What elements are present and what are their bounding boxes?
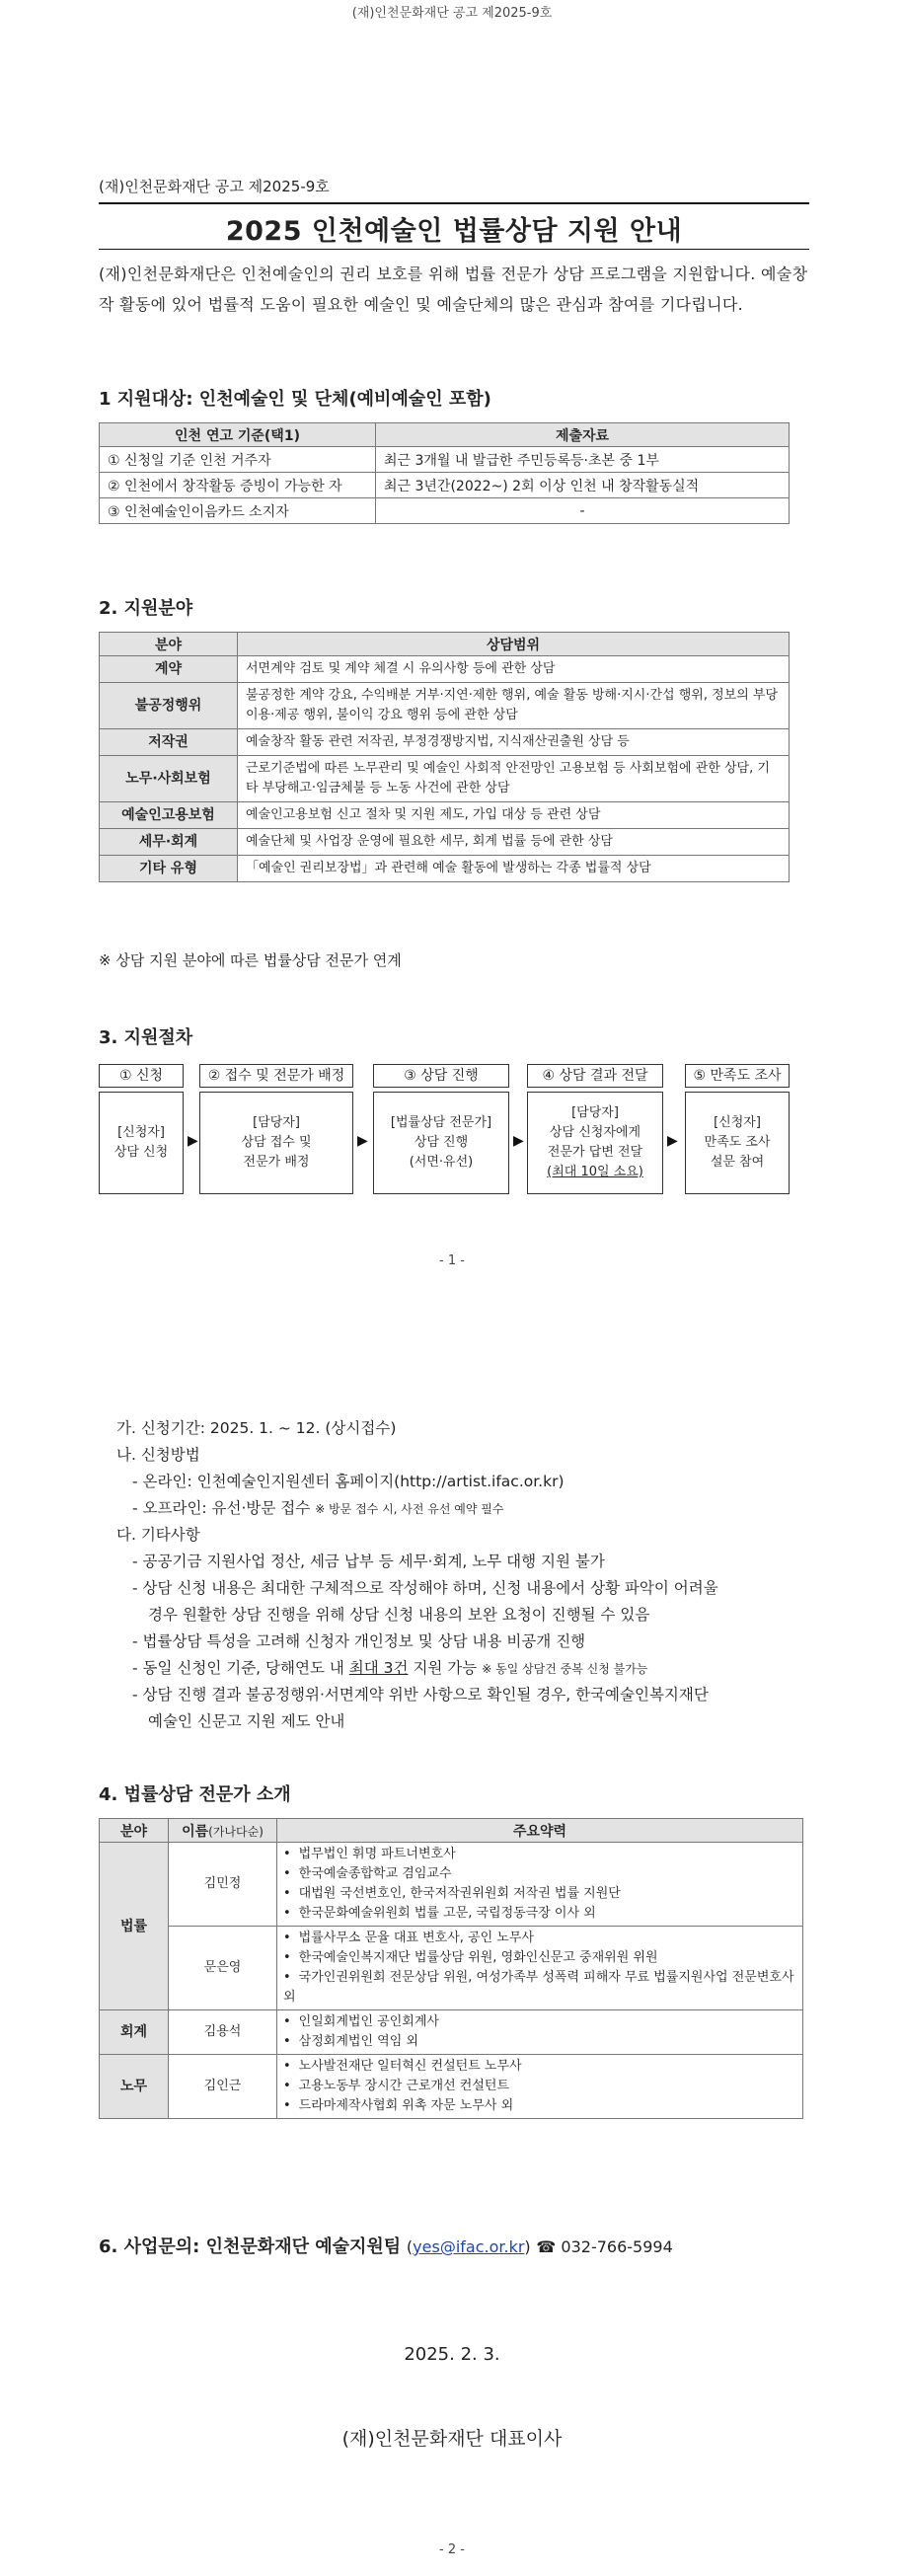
- apply-offline-text: - 오프라인: 유선·방문 접수: [132, 1499, 311, 1517]
- etc-item-text: 지원 가능: [413, 1659, 478, 1677]
- table-cell: 불공정한 계약 강요, 수익배분 거부·지연·제한 행위, 예술 활동 방해·지시·간섭 행위, 정보의 부당 이용·제공 행위, 불이익 강요 행위 등에 관한 상담: [238, 683, 790, 729]
- table-row: [100, 856, 790, 882]
- list-item: • 법무법인 휘명 파트너변호사: [283, 1845, 796, 1864]
- table-cell: 기타 유형: [100, 856, 238, 882]
- table-cell: 회계: [100, 2010, 169, 2055]
- etc-heading: 다. 기타사항: [116, 1526, 200, 1544]
- table-cell: 근로기준법에 따른 노무관리 및 예술인 사회적 안전망인 고용보험 등 사회보험에 관한 상담, 기타 부당해고·임금체불 등 노동 사건에 관한 상담: [238, 756, 790, 802]
- table-row: [100, 683, 790, 729]
- table-cell: 문은영: [169, 1927, 277, 2010]
- list-item: • 드라마제작사협회 위촉 자문 노무사 외: [283, 2096, 796, 2116]
- notice-number: (재)인천문화재단 공고 제2025-9호: [99, 178, 330, 195]
- step-4-line: (최대 10일 소요): [547, 1165, 643, 1179]
- eligibility-table: [99, 422, 790, 524]
- table-cell: 김인근: [169, 2055, 277, 2119]
- etc-item: 예술인 신문고 지원 제도 안내: [148, 1712, 345, 1730]
- contact-label: 6. 사업문의: 인천문화재단 예술지원팀: [99, 2236, 402, 2257]
- table-cell: 노무: [100, 2055, 169, 2119]
- table-cell: 예술인고용보험: [100, 802, 238, 829]
- issue-date: 2025. 2. 3.: [404, 2344, 500, 2365]
- table-cell: 「예술인 권리보장법」과 관련해 예술 활동에 발생하는 각종 법률적 상담: [238, 856, 790, 882]
- step-2-line: [담당자]: [253, 1115, 300, 1130]
- page-number: - 1 -: [439, 1253, 465, 1268]
- page-number: - 2 -: [439, 2542, 465, 2557]
- table-cell: 저작권: [100, 729, 238, 756]
- table-header: 제출자료: [376, 423, 790, 447]
- table-row: [100, 802, 790, 829]
- contact-email-link[interactable]: yes@ifac.or.kr: [413, 2237, 525, 2256]
- step-2-body: [199, 1092, 353, 1194]
- section-1-title: 1 지원대상: 인천예술인 및 단체(예비예술인 포함): [99, 389, 491, 410]
- support-area-table: [99, 632, 790, 882]
- table-row: [100, 1927, 803, 2010]
- contact-phone: ☎ 032-766-5994: [536, 2237, 673, 2256]
- table-header-text: 이름: [182, 1823, 209, 1840]
- step-4-line: 상담 신청자에게: [549, 1125, 641, 1140]
- step-4-body: [527, 1092, 663, 1194]
- table-row: [100, 729, 790, 756]
- step-5-line: 만족도 조사: [704, 1135, 771, 1150]
- table-header: 분야: [100, 633, 238, 656]
- step-4-line: 전문가 답변 전달: [547, 1145, 643, 1160]
- arrow-icon: ▶: [357, 1133, 368, 1149]
- apply-period: 가. 신청기간: 2025. 1. ~ 12. (상시접수): [116, 1419, 397, 1437]
- page-header: (재)인천문화재단 공고 제2025-9호: [351, 6, 553, 21]
- apply-offline: [132, 1495, 503, 1523]
- table-cell: 예술창작 활동 관련 저작권, 부정경쟁방지법, 지식재산권출원 상담 등: [238, 729, 790, 756]
- list-item: • 한국문화예술위원회 법률 고문, 국립정동극장 이사 외: [283, 1904, 796, 1924]
- table-header: 주요약력: [277, 1819, 803, 1843]
- table-row: [100, 1843, 803, 1927]
- list-item: • 국가인권위원회 전문상담 위원, 여성가족부 성폭력 피해자 무료 법률지원사업 전문변호사 외: [283, 1968, 796, 2008]
- step-5-line: [신청자]: [714, 1115, 761, 1130]
- table-row: [100, 447, 790, 473]
- list-item: • 대법원 국선변호인, 한국저작권위원회 저작권 법률 지원단: [283, 1884, 796, 1904]
- table-row: [100, 656, 790, 683]
- etc-item: [132, 1655, 647, 1683]
- table-row: [100, 473, 790, 498]
- contact-line: 6. 사업문의: 인천문화재단 예술지원팀 (yes@ifac.or.kr) ☎ 032-766-5994: [99, 2236, 673, 2257]
- table-cell: 최근 3개월 내 발급한 주민등록등·초본 중 1부: [376, 447, 790, 473]
- etc-item: 경우 원활한 상담 진행을 위해 상담 신청 내용의 보완 요청이 진행될 수 있음: [148, 1606, 650, 1624]
- arrow-icon: ▶: [513, 1133, 524, 1149]
- table-cell: 세무·회계: [100, 829, 238, 856]
- table-cell: 김용석: [169, 2010, 277, 2055]
- step-4-line: [담당자]: [571, 1105, 619, 1120]
- apply-online: - 온라인: 인천예술인지원센터 홈페이지(http://artist.ifac.or.kr): [132, 1473, 565, 1490]
- signer: (재)인천문화재단 대표이사: [341, 2428, 563, 2450]
- table-cell: ③ 인천예술인이음카드 소지자: [100, 498, 376, 524]
- table-cell: ② 인천에서 창작활동 증빙이 가능한 자: [100, 473, 376, 498]
- step-5-line: 설문 참여: [710, 1155, 765, 1170]
- table-cell: ① 신청일 기준 인천 거주자: [100, 447, 376, 473]
- step-3-line: (서면·유선): [409, 1155, 474, 1170]
- intro-paragraph: (재)인천문화재단은 인천예술인의 권리 보호를 위해 법률 전문가 상담 프로그램을 지원합니다. 예술창작 활동에 있어 법률적 도움이 필요한 예술인 및 예술단체의 많은 관심과 참여를 기다립니다.: [99, 265, 808, 314]
- table-cell: 계약: [100, 656, 238, 683]
- etc-item-note: ※ 동일 상담건 중복 신청 불가능: [482, 1662, 648, 1676]
- list-item: • 삼정회계법인 역임 외: [283, 2032, 796, 2052]
- step-5-head: ⑤ 만족도 조사: [685, 1064, 790, 1088]
- apply-method: 나. 신청방법: [116, 1446, 200, 1464]
- step-3-head: ③ 상담 진행: [373, 1064, 509, 1088]
- step-1-line: [신청자]: [117, 1125, 165, 1140]
- step-2-line: 전문가 배정: [243, 1155, 310, 1170]
- table-cell: 예술단체 및 사업장 운영에 필요한 세무, 회계 법률 등에 관한 상담: [238, 829, 790, 856]
- table-cell: 김민정: [169, 1843, 277, 1927]
- step-1-line: 상담 신청: [113, 1145, 169, 1160]
- table-row: [100, 2055, 803, 2119]
- table-cell: [277, 1927, 803, 2010]
- step-3-body: [373, 1092, 509, 1194]
- table-header-sub: (가나다순): [208, 1824, 264, 1839]
- table-row: [100, 498, 790, 524]
- section-3-title: 3. 지원절차: [99, 1027, 193, 1048]
- step-3-line: 상담 진행: [414, 1135, 469, 1150]
- arrow-icon: ▶: [188, 1133, 198, 1149]
- table-row: [100, 2010, 803, 2055]
- expert-table: [99, 1818, 803, 2119]
- table-cell: [277, 1843, 803, 1927]
- table-cell: 법률: [100, 1843, 169, 2010]
- etc-item: - 법률상담 특성을 고려해 신청자 개인정보 및 상담 내용 비공개 진행: [132, 1632, 586, 1650]
- etc-item-highlight: 최대 3건: [348, 1659, 409, 1677]
- step-4-head: ④ 상담 결과 전달: [527, 1064, 663, 1088]
- etc-item-text: - 동일 신청인 기준, 당해연도 내: [132, 1659, 344, 1677]
- apply-offline-note: ※ 방문 접수 시, 사전 유선 예약 필수: [315, 1502, 504, 1516]
- table-cell: 노무·사회보험: [100, 756, 238, 802]
- table-cell: 서면계약 검토 및 계약 체결 시 유의사항 등에 관한 상담: [238, 656, 790, 683]
- table-cell: 예술인고용보험 신고 절차 및 지원 제도, 가입 대상 등 관련 상담: [238, 802, 790, 829]
- list-item: • 한국예술인복지재단 법률상담 위원, 영화인신문고 중재위원 위원: [283, 1948, 796, 1968]
- table-header: [169, 1819, 277, 1843]
- list-item: • 한국예술종합학교 겸임교수: [283, 1864, 796, 1884]
- step-2-line: 상담 접수 및: [241, 1135, 312, 1150]
- step-2-head: ② 접수 및 전문가 배정: [199, 1064, 353, 1088]
- etc-item: - 상담 진행 결과 불공정행위·서면계약 위반 사항으로 확인될 경우, 한국예술인복지재단: [132, 1686, 709, 1704]
- etc-item: - 상담 신청 내용은 최대한 구체적으로 작성해야 하며, 신청 내용에서 상황 파악이 어려울: [132, 1579, 718, 1597]
- section-4-title: 4. 법률상담 전문가 소개: [99, 1784, 291, 1805]
- title-rule-bottom: [99, 249, 809, 250]
- table-cell: -: [376, 498, 790, 524]
- table-row: [100, 829, 790, 856]
- page-title: 2025 인천예술인 법률상담 지원 안내: [225, 216, 683, 247]
- list-item: • 법률사무소 문율 대표 변호사, 공인 노무사: [283, 1929, 796, 1948]
- table-cell: 최근 3년간(2022~) 2회 이상 인천 내 창작활동실적: [376, 473, 790, 498]
- title-rule-top: [99, 202, 809, 204]
- table-header: 분야: [100, 1819, 169, 1843]
- step-1-head: ① 신청: [99, 1064, 184, 1088]
- list-item: • 노사발전재단 일터혁신 컨설턴트 노무사: [283, 2057, 796, 2077]
- table-cell: 불공정행위: [100, 683, 238, 729]
- etc-item: - 공공기금 지원사업 정산, 세금 납부 등 세무·회계, 노무 대행 지원 불가: [132, 1553, 605, 1570]
- table-cell: [277, 2055, 803, 2119]
- arrow-icon: ▶: [667, 1133, 678, 1149]
- table-header: 인천 연고 기준(택1): [100, 423, 376, 447]
- table-cell: [277, 2010, 803, 2055]
- step-5-body: [685, 1092, 790, 1194]
- support-note: ※ 상담 지원 분야에 따른 법률상담 전문가 연계: [99, 951, 402, 969]
- list-item: • 인일회계법인 공인회계사: [283, 2012, 796, 2032]
- step-1-body: [99, 1092, 184, 1194]
- step-3-line: [법률상담 전문가]: [390, 1115, 492, 1130]
- section-2-title: 2. 지원분야: [99, 598, 193, 619]
- list-item: • 고용노동부 장시간 근로개선 컨설턴트: [283, 2077, 796, 2096]
- table-row: [100, 756, 790, 802]
- table-header: 상담범위: [238, 633, 790, 656]
